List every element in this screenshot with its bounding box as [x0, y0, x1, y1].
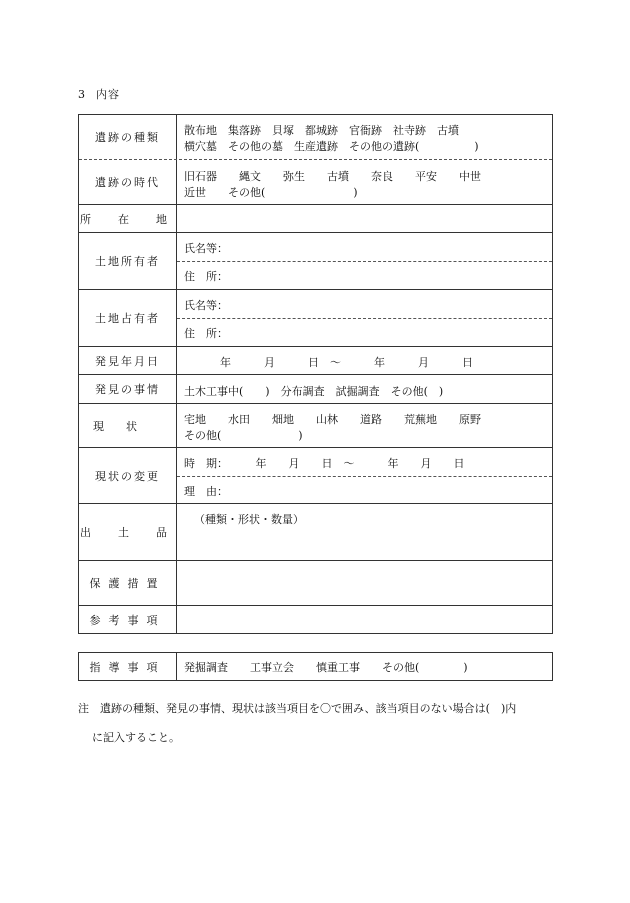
row-land-occupant: [79, 289, 552, 346]
guidance-options[interactable]: [184, 653, 546, 680]
row-land-owner: [79, 232, 552, 289]
row-site-type: [79, 115, 552, 159]
row-status-change: [79, 447, 552, 503]
guidance-table: [78, 652, 553, 681]
discovery-date-text: 年 月 日 ～ 年 月 日: [220, 356, 473, 369]
label-site-type: 遺跡の種類: [79, 115, 177, 159]
row-reference: [79, 605, 552, 633]
row-discovery-circumstance: [79, 374, 552, 403]
label-status-change: 現状の変更: [79, 448, 177, 503]
section-number: 3: [78, 88, 86, 101]
label-discovery-date: 発見年月日: [79, 347, 177, 374]
artifacts-hint: （種類・形状・数量）: [194, 513, 304, 526]
artifacts-field[interactable]: [184, 504, 546, 560]
site-period-options[interactable]: [184, 160, 546, 204]
label-reference: 参考事項: [79, 606, 177, 633]
site-type-options[interactable]: [184, 115, 546, 159]
label-location: 所 在 地: [79, 205, 177, 232]
occupant-name-field[interactable]: 氏名等：: [184, 299, 228, 312]
protection-field[interactable]: [184, 561, 546, 605]
footnote: [78, 694, 554, 752]
row-current-status: [79, 403, 552, 447]
owner-name-field[interactable]: 氏名等：: [184, 242, 228, 255]
row-discovery-date: [79, 346, 552, 374]
row-site-period: [79, 159, 552, 204]
owner-address-field[interactable]: 住 所：: [184, 270, 228, 283]
row-protection: [79, 560, 552, 605]
label-discovery-circumstance: 発見の事情: [79, 375, 177, 403]
label-artifacts: 出 土 品: [79, 504, 177, 560]
reference-field[interactable]: [184, 606, 546, 633]
label-guidance: 指導事項: [79, 653, 177, 680]
row-artifacts: [79, 503, 552, 560]
section-title: 内容: [96, 88, 120, 101]
discovery-date-field[interactable]: [184, 347, 546, 374]
location-field[interactable]: [184, 205, 546, 232]
status-options[interactable]: [184, 404, 546, 447]
section-heading: [78, 86, 120, 102]
status-line1: 宅地 水田 畑地 山林 道路 荒蕪地 原野: [184, 413, 481, 426]
occupant-address-field[interactable]: 住 所：: [184, 327, 228, 340]
site-report-table: [78, 114, 553, 634]
site-type-line1: 散布地 集落跡 貝塚 都城跡 官衙跡 社寺跡 古墳: [184, 124, 459, 137]
circumstance-text: 土木工事中( ) 分布調査 試掘調査 その他( ): [184, 385, 444, 398]
site-period-line1: 旧石器 縄文 弥生 古墳 奈良 平安 中世: [184, 170, 481, 183]
change-period-field[interactable]: 時 期： 年 月 日 ～ 年 月 日: [184, 457, 465, 470]
footnote-line2: に記入すること。: [92, 731, 180, 744]
status-line2: その他( ): [184, 429, 303, 442]
label-land-occupant: 土地占有者: [79, 290, 177, 346]
row-location: [79, 204, 552, 232]
site-period-line2: 近世 その他( ): [184, 186, 358, 199]
owner-divider: [177, 261, 552, 262]
label-land-owner: 土地所有者: [79, 233, 177, 289]
site-type-line2: 横穴墓 その他の墓 生産遺跡 その他の遺跡( ): [184, 140, 479, 153]
change-divider: [177, 476, 552, 477]
label-protection: 保護措置: [79, 561, 177, 605]
label-current-status: 現 状: [79, 404, 177, 447]
circumstance-options[interactable]: [184, 375, 546, 403]
guidance-text: 発掘調査 工事立会 慎重工事 その他( ): [184, 661, 468, 674]
label-site-period: 遺跡の時代: [79, 160, 177, 204]
footnote-line1: 注 遺跡の種類、発見の事情、現状は該当項目を〇で囲み、該当項目のない場合は( )内: [78, 702, 517, 715]
occupant-divider: [177, 318, 552, 319]
change-reason-field[interactable]: 理 由：: [184, 485, 228, 498]
